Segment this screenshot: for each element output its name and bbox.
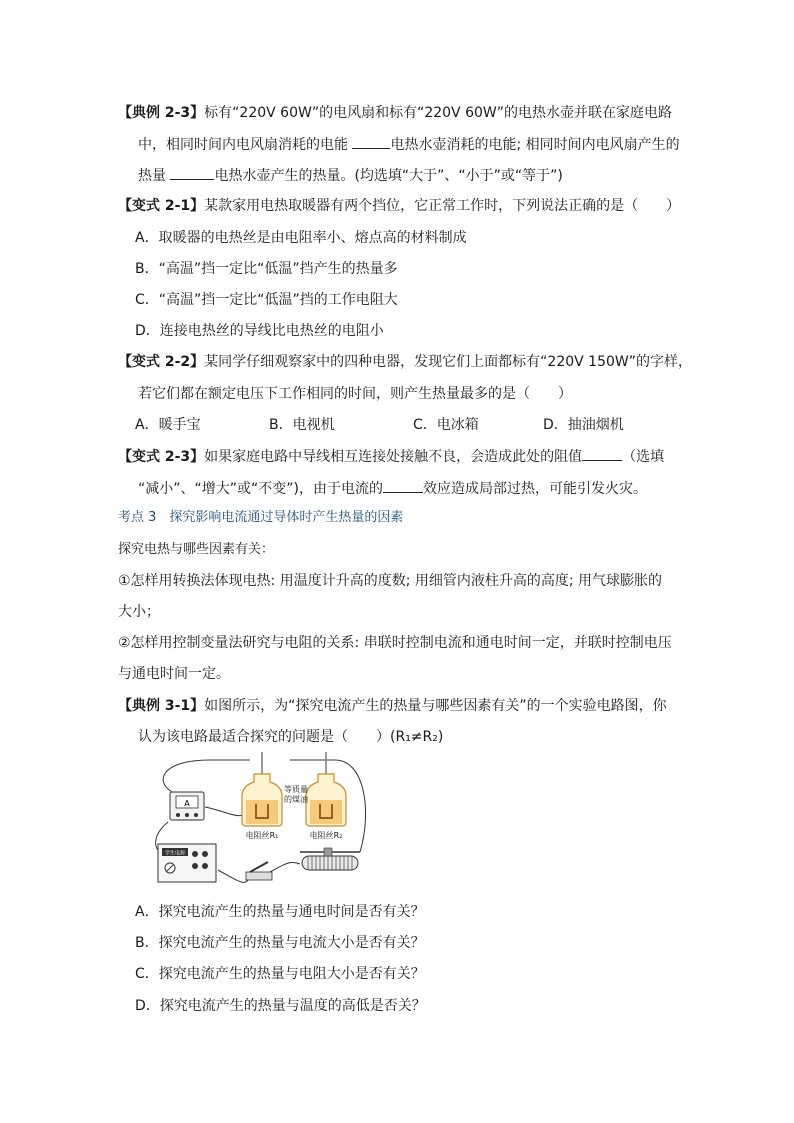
variant-2-2-tag: 【变式 2-2】	[118, 354, 205, 370]
example-2-3-line-3	[138, 165, 563, 186]
svg-text:电阻丝R₂: 电阻丝R₂	[309, 831, 343, 840]
section-3-intro: 探究电热与哪些因素有关：	[118, 542, 275, 557]
variant-2-3-text-2b: 效应造成局部过热，可能引发火灾。	[422, 481, 647, 497]
answer-blank-4[interactable]	[383, 478, 423, 493]
oil-label-1: 等质量	[284, 785, 308, 794]
example-2-3-text-2a: 中，相同时间内电风扇消耗的电能	[138, 137, 348, 153]
variant-2-1-option-a[interactable]: A．取暖器的电热丝是由电阻率小、熔点高的材料制成	[135, 230, 467, 246]
variant-2-2-option-d[interactable]: D．抽油烟机	[543, 417, 624, 433]
variant-2-2-option-a[interactable]: A．暖手宝	[135, 417, 201, 433]
answer-blank-3[interactable]	[582, 446, 622, 461]
circuit-diagram	[150, 752, 372, 892]
section-3-point-2-line-2: 与通电时间一定。	[118, 666, 230, 682]
variant-2-3-line-1	[118, 446, 664, 467]
variant-2-1-option-d[interactable]: D．连接电热丝的导线比电热丝的电阻小	[135, 323, 384, 339]
variant-2-1-tag: 【变式 2-1】	[118, 198, 205, 214]
example-3-1-option-b[interactable]: B．探究电流产生的热量与电流大小是否有关？	[135, 935, 425, 951]
variant-2-3-text-2a: “减小”、“增大”或“不变”)，由于电流的	[138, 481, 383, 497]
variant-2-3-text-1b: （选填	[622, 449, 665, 465]
section-3-point-2-line-1: ②怎样用控制变量法研究与电阻的关系: 串联时控制电流和通电时间一定，并联时控制电压	[118, 635, 672, 651]
variant-2-2-text-1: 某同学仔细观察家中的四种电器，发现它们上面都标有“220V 150W”的字样，	[204, 354, 692, 370]
section-3-title: 考点 3 探究影响电流通过导体时产生热量的因素	[118, 510, 404, 525]
example-2-3-text-3b: 电热水壶产生的热量。(均选填“大于”、“小于”或“等于”)	[214, 168, 563, 184]
example-2-3-tag: 【典例 2-3】	[118, 105, 205, 121]
example-3-1-text-1: 如图所示，为“探究电流产生的热量与哪些因素有关”的一个实验电路图，你	[204, 698, 667, 714]
variant-2-1-stem	[118, 196, 680, 216]
example-3-1-option-a[interactable]: A．探究电流产生的热量与通电时间是否有关？	[135, 904, 425, 920]
example-3-1-option-d[interactable]: D．探究电流产生的热量与温度的高低是否关？	[135, 998, 426, 1014]
example-2-3-text-1: 标有“220V 60W”的电风扇和标有“220V 60W”的电热水壶并联在家庭电路	[204, 105, 672, 121]
section-3-point-1-line-1: ①怎样用转换法体现电热: 用温度计升高的度数; 用细管内液柱升高的高度; 用气球膨胀的	[118, 573, 663, 589]
variant-2-1-option-b[interactable]: B．“高温”挡一定比“低温”挡产生的热量多	[135, 261, 398, 277]
oil-label-2: 的煤油	[284, 795, 308, 804]
example-2-3-text-3a: 热量	[138, 168, 166, 184]
variant-2-3-tag: 【变式 2-3】	[118, 449, 205, 465]
example-2-3-text-2b: 电热水壶消耗的电能; 相同时间内电风扇产生的	[390, 137, 680, 153]
example-3-1-line-1	[118, 696, 667, 716]
wire	[270, 862, 300, 872]
svg-text:电阻丝R₁: 电阻丝R₁	[245, 831, 279, 840]
example-3-1-option-c[interactable]: C．探究电流产生的热量与电阻大小是否有关？	[135, 966, 425, 982]
example-2-3-line-2	[138, 134, 680, 155]
svg-text:学生电源: 学生电源	[164, 850, 186, 857]
example-2-3-line-1	[118, 103, 672, 123]
variant-2-1-question: 某款家用电热取暖器有两个挡位，它正常工作时，下列说法正确的是（ ）	[204, 198, 681, 214]
ammeter	[170, 792, 204, 820]
variant-2-2-line-2: 若它们都在额定电压下工作相同的时间，则产生热量最多的是（ ）	[138, 386, 572, 402]
variant-2-2-line-1	[118, 352, 692, 372]
example-3-1-tag: 【典例 3-1】	[118, 698, 205, 714]
flask-r1	[242, 752, 282, 840]
variant-2-1-option-c[interactable]: C．“高温”挡一定比“低温”挡的工作电阻大	[135, 292, 398, 308]
rheostat	[300, 848, 360, 870]
svg-text:A: A	[184, 799, 190, 808]
experiment-circuit-figure	[150, 752, 372, 892]
power-supply	[158, 844, 216, 882]
answer-blank-1[interactable]	[352, 134, 390, 149]
wire	[163, 760, 250, 792]
flask-r2	[306, 752, 346, 840]
variant-2-2-option-b[interactable]: B．电视机	[269, 417, 335, 433]
variant-2-2-option-c[interactable]: C．电冰箱	[413, 417, 479, 433]
variant-2-2-options	[135, 415, 624, 435]
knife-switch	[246, 862, 272, 880]
example-3-1-line-2: 认为该电路最适合探究的问题是（ ）(R₁≠R₂)	[138, 729, 444, 745]
answer-blank-2[interactable]	[170, 165, 214, 180]
wire	[218, 870, 250, 882]
variant-2-3-text-1a: 如果家庭电路中导线相互连接处接触不良，会造成此处的阻值	[204, 449, 583, 465]
section-3-point-1-line-2: 大小；	[118, 604, 160, 620]
variant-2-3-line-2	[138, 478, 647, 499]
